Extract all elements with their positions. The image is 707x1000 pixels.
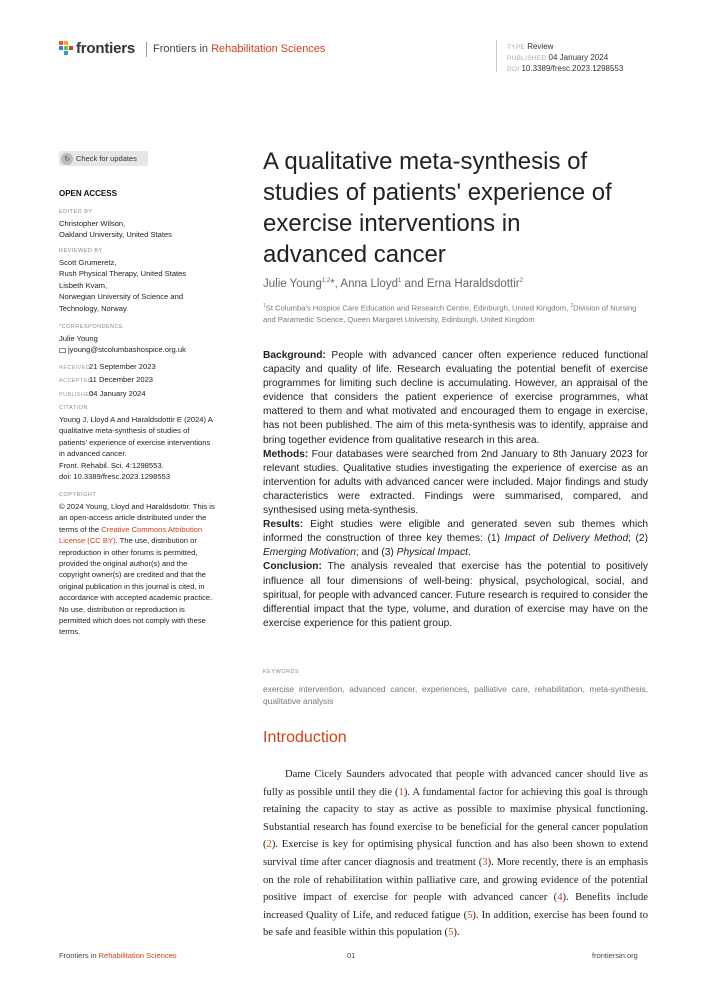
correspondence-email[interactable]: jyoung@stcolumbashospice.org.uk bbox=[59, 344, 239, 355]
citation-link[interactable]: 5 bbox=[448, 927, 454, 939]
citation-label: CITATION bbox=[59, 405, 88, 411]
keywords: exercise intervention, advanced cancer, experiences, palliative care, rehabilitation, meta-synthesis, qualitative analysis bbox=[263, 684, 648, 706]
journal-name[interactable]: Frontiers in Rehabilitation Sciences bbox=[153, 43, 326, 55]
reviewers-info: Scott Grumeretz, Rush Physical Therapy, United States Lisbeth Kvam, Norwegian University of Science and Technology, Norway bbox=[59, 258, 187, 313]
cc-license-link-2[interactable]: License (CC BY) bbox=[59, 536, 116, 546]
page-number: 01 bbox=[347, 951, 356, 960]
abstract-results: Results: Eight studies were eligible and generated seven sub themes which informed the construction of three key themes: (1) Impact of Delivery Method; (2) Emerging Motivation; and (3) Physical Impact. bbox=[263, 519, 648, 559]
affiliations: $^1$St Columba's Hospice Care Education and Research Centre, Edinburgh, United Kingdom, $^2$Division of Nursing and Paramedic Science, Queen Margaret University, Edinburgh, United Kingdom bbox=[263, 303, 637, 324]
published-date: PUBLISHED 04 January 2024 bbox=[507, 53, 609, 62]
article-title: A qualitative meta-synthesis of studies of patients' experience of exercise interventions in advanced cancer bbox=[263, 148, 612, 268]
brand-name[interactable]: frontiers bbox=[76, 40, 136, 57]
abstract-methods: Methods: Four databases were searched from 2nd January to 8th January 2023 for relevant studies. Qualitative studies investigating the experience of exercise as an intervention for adults with advanced cancer were included. Major findings and study characteristics were extracted. Findings were summarised, compared, and synthesised using meta-synthesis. bbox=[263, 448, 648, 517]
citation-link[interactable]: 5 bbox=[467, 909, 473, 921]
reviewed-by-label: REVIEWED BY bbox=[59, 248, 103, 254]
correspondence-label: *CORRESPONDENCE bbox=[59, 324, 124, 330]
frontiers-logo-icon bbox=[59, 41, 73, 55]
citation-link[interactable]: 1 bbox=[398, 786, 404, 798]
citation-text: Young J, Lloyd A and Haraldsdottir E (2024) A qualitative meta-synthesis of studies of patients' experience of exercise interventions in advanced cancer. Front. Rehabil. Sci. 4:1298553. doi: 10.3389/fresc.2023.1298553 bbox=[59, 415, 213, 482]
editor-info: Christopher Wilson, Oakland University, United States bbox=[59, 219, 172, 240]
footer-journal[interactable]: Frontiers in Rehabilitation Sciences bbox=[59, 951, 177, 960]
citation-link[interactable]: 2 bbox=[266, 839, 272, 851]
introduction-heading: Introduction bbox=[263, 729, 347, 746]
meta-divider bbox=[496, 40, 497, 72]
cc-license-link[interactable]: Creative Commons Attribution bbox=[101, 524, 203, 534]
authors: Julie Young$^{1,2}$*, Anna Lloyd$^1$ and Erna Haraldsdottir$^2$ bbox=[263, 278, 523, 290]
email-icon bbox=[59, 348, 66, 353]
keywords-label: KEYWORDS bbox=[263, 669, 300, 675]
abstract-conclusion: Conclusion: The analysis revealed that exercise has the potential to positively influence all four dimensions of well-being: physical, psychological, social, and spiritual, for people with advanced cancer. Future research is required to consider the differential impact that the type, volume, and duration of exercise may have on the exercise experience for this patient group. bbox=[263, 561, 648, 629]
header-divider bbox=[146, 42, 147, 57]
copyright-text: © 2024 Young, Lloyd and Haraldsdottir. This is an open-access article distributed under the terms of the Creative Commons Attribution License (CC BY). The use, distribution or reproduction in other forums is permitted, provided the original author(s) and the copyright owner(s) are credited and that the original publication in this journal is cited, in accordance with accepted academic practice. No use, distribution or reproduction is permitted which does not comply with these terms. bbox=[59, 502, 215, 637]
dates-info: RECEIVED21 September 2023 ACCEPTED11 December 2023 PUBLISHED04 January 2024 bbox=[59, 362, 156, 398]
footer-site-link[interactable]: frontiersin.org bbox=[592, 951, 638, 960]
article-type: TYPE Review bbox=[507, 42, 554, 51]
abstract-background: Background: People with advanced cancer often experience reduced functional capacity and quality of life. Research evaluating the potential benefit of exercise programmes for limiting such decline is accumulating. However, an appraisal of the evidence that considers the patient experience of exercise programmes, what mattered to them and what motivated and encouraged them to engage in exercise, has not been published. The aim of this meta-synthesis was to identify, appraise and bring together evidence from qualitative research in this area. bbox=[263, 350, 648, 446]
citation-link[interactable]: 4 bbox=[557, 892, 563, 904]
edited-by-label: EDITED BY bbox=[59, 209, 93, 215]
introduction-paragraph: Dame Cicely Saunders advocated that people with advanced cancer should live as fully as possible until they die (1). A fundamental factor for achieving this goal is through retaining the capacity to stay as active as possible to maximise physical functioning. Substantial research has found exercise to be beneficial for the general cancer population (2). Exercise is key for optimising physical function and has also been shown to extend survival time after cancer diagnosis and treatment (3). More recently, there is an emphasis on the role of rehabilitation within palliative care, and growing evidence of the potential positive impact of exercise for people with advanced cancer (4). Benefits include increased Quality of Life, and reduced fatigue (5). In addition, exercise has been found to be safe and feasible within this population (5). bbox=[263, 769, 648, 939]
open-access-label: OPEN ACCESS bbox=[59, 189, 117, 198]
copyright-label: COPYRIGHT bbox=[59, 492, 97, 498]
doi[interactable]: DOI 10.3389/fresc.2023.1298553 bbox=[507, 64, 624, 73]
abstract bbox=[263, 349, 648, 631]
correspondence-info: Julie Young jyoung@stcolumbashospice.org.uk bbox=[59, 333, 239, 356]
check-updates-icon: ↻ bbox=[61, 153, 73, 165]
citation-link[interactable]: 3 bbox=[482, 856, 488, 868]
check-for-updates-button[interactable]: ↻ Check for updates bbox=[59, 151, 148, 166]
